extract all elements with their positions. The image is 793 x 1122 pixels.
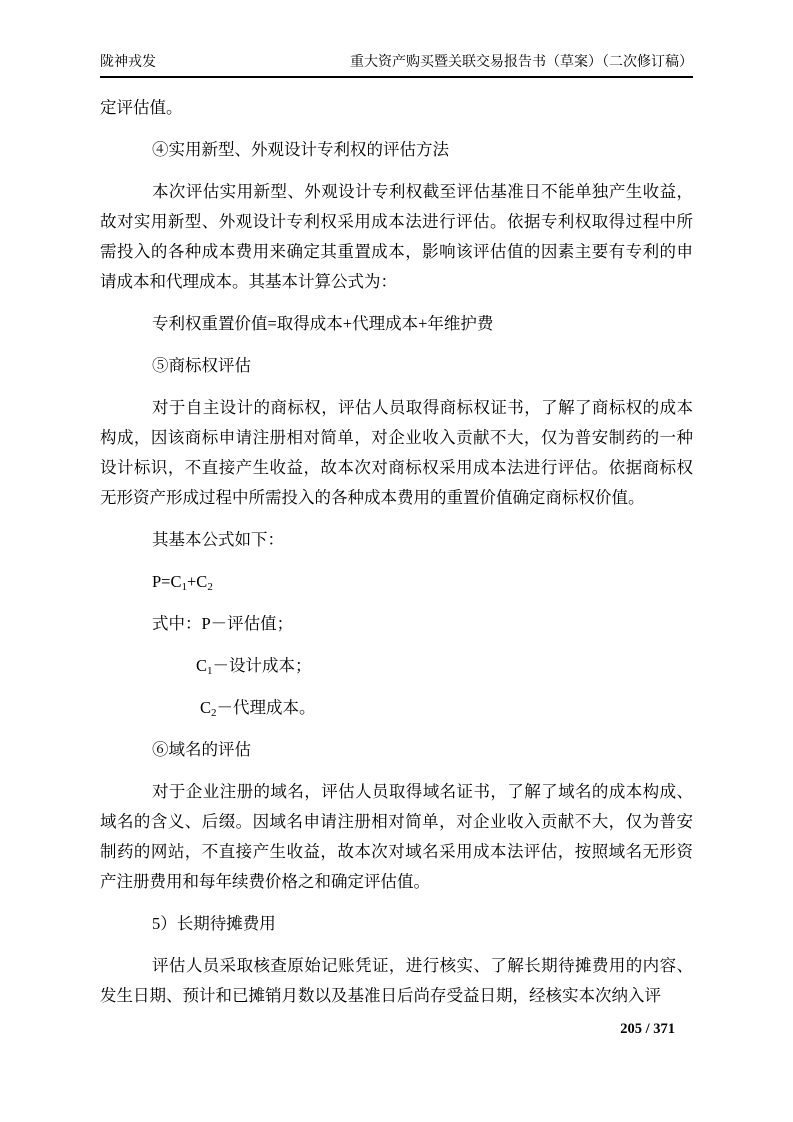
paragraph-domain-body: 对于企业注册的域名，评估人员取得域名证书，了解了域名的成本构成、域名的含义、后缀。因域名申请注册相对简单，对企业收入贡献不大，仅为普安制药的网站，不直接产生收益，故本次对域名采用成本法评估，按照域名无形资产注册费用和每年续费价格之和确定评估值。 bbox=[100, 782, 693, 891]
formula-c1-definition bbox=[100, 651, 693, 681]
heading-longterm-deferred-expenses: 5）长期待摊费用 bbox=[152, 914, 276, 933]
page-number-indicator: 205 / 371 bbox=[620, 1021, 675, 1037]
c1-subscript: 1 bbox=[207, 665, 213, 677]
c1-description: －设计成本； bbox=[212, 656, 312, 675]
formula-p-equals bbox=[100, 567, 693, 597]
formula-term-2: +C bbox=[187, 572, 208, 591]
header-company-name: 陇神戎发 bbox=[100, 55, 156, 70]
paragraph-continuation: 定评估值。 bbox=[100, 98, 183, 117]
formula-c2-definition bbox=[100, 693, 693, 723]
header-report-title: 重大资产购买暨关联交易报告书（草案）（二次修订稿） bbox=[350, 55, 693, 70]
heading-trademark-valuation: ⑤商标权评估 bbox=[152, 356, 251, 375]
paragraph-longterm-body: 评估人员采取核查原始记账凭证，进行核实、了解长期待摊费用的内容、发生日期、预计和已摊销月数以及基准日后尚存受益日期，经核实本次纳入评 bbox=[100, 956, 693, 1005]
c2-description: －代理成本。 bbox=[216, 698, 316, 717]
page-header bbox=[100, 54, 693, 78]
formula-where-line: 式中：P－评估值； bbox=[152, 614, 294, 633]
c1-term: C bbox=[196, 656, 208, 675]
formula-term-1: P=C bbox=[152, 572, 182, 591]
page-body bbox=[100, 93, 693, 1023]
c2-term: C bbox=[200, 698, 212, 717]
formula-subscript-1: 1 bbox=[181, 581, 187, 593]
formula-intro-line: 其基本公式如下： bbox=[152, 530, 284, 549]
c2-subscript: 2 bbox=[211, 707, 217, 719]
formula-subscript-2: 2 bbox=[207, 581, 213, 593]
paragraph-trademark-body: 对于自主设计的商标权，评估人员取得商标权证书，了解了商标权的成本构成，因该商标申请注册相对简单，对企业收入贡献不大，仅为普安制药的一种设计标识，不直接产生收益，故本次对商标权采用成本法进行评估。依据商标权无形资产形成过程中所需投入的各种成本费用的重置价值确定商标权价值。 bbox=[100, 398, 693, 507]
heading-patent-method: ④实用新型、外观设计专利权的评估方法 bbox=[152, 140, 449, 159]
heading-domain-valuation: ⑥域名的评估 bbox=[152, 740, 251, 759]
formula-patent-replacement-value: 专利权重置价值=取得成本+代理成本+年维护费 bbox=[152, 314, 494, 333]
paragraph-patent-body: 本次评估实用新型、外观设计专利权截至评估基准日不能单独产生收益，故对实用新型、外观设计专利权采用成本法进行评估。依据专利权取得过程中所需投入的各种成本费用来确定其重置成本，影响该评估值的因素主要有专利的申请成本和代理成本。其基本计算公式为： bbox=[100, 182, 693, 291]
